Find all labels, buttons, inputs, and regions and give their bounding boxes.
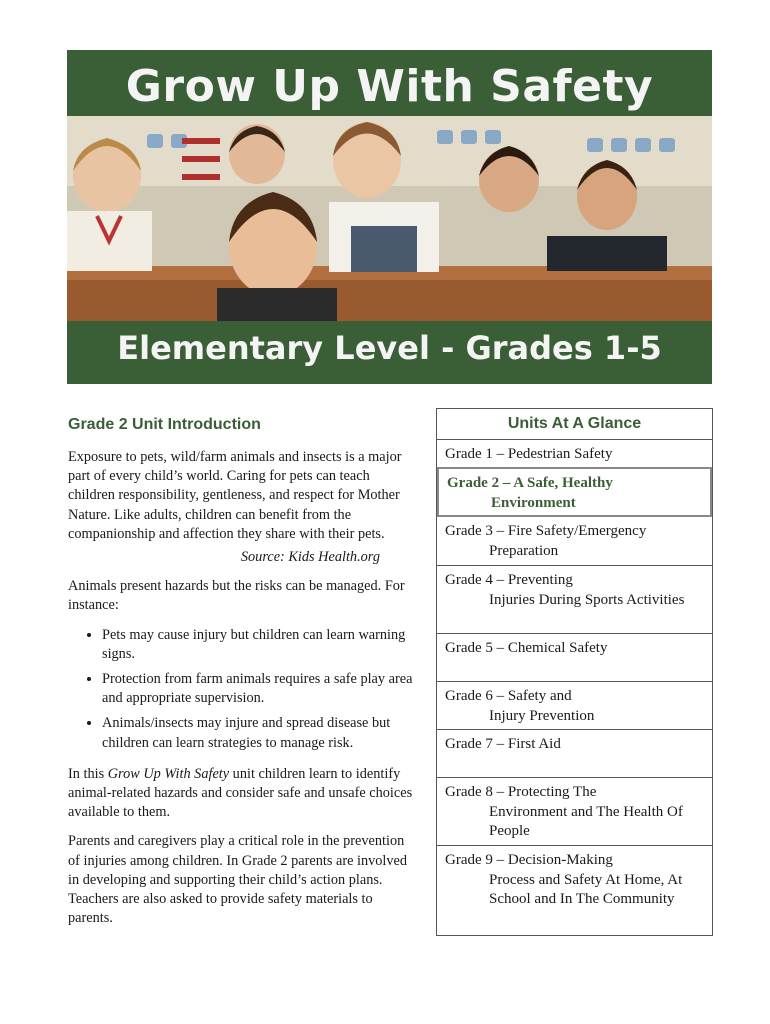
unit-introduction [68, 412, 413, 938]
hazard-list [68, 626, 413, 753]
unit-title: Grade 9 – Decision-Making [445, 852, 613, 868]
unit-title-cont: Injury Prevention [489, 707, 595, 724]
classroom-photo [67, 116, 712, 321]
unit-title: Grade 6 – Safety and [445, 688, 572, 704]
units-at-a-glance [436, 408, 713, 936]
unit-grade-9 [437, 846, 712, 935]
banner-title: Grow Up With Safety [125, 61, 654, 112]
unit-title: Grade 8 – Protecting The [445, 784, 597, 800]
unit-title-cont: Preparation [489, 542, 559, 559]
unit-title: Grade 4 – Preventing [445, 572, 573, 588]
unit-title: Grade 3 – Fire Safety/Emergency [445, 523, 647, 539]
glance-heading: Units At A Glance [437, 409, 712, 440]
unit-grade-2-current [437, 467, 712, 517]
unit-name: Grow Up With Safety [107, 765, 230, 782]
intro-paragraph-2: Animals present hazards but the risks can be managed. For instance: [68, 578, 405, 614]
intro-paragraph-1: Exposure to pets, wild/farm animals and insects is a major part of every child’s world. Caring for pets can teach children responsibility, gentleness, and respect for Mother Nature. Like adults, children can benefit from the companionship and affection they share with their pets. [68, 449, 402, 542]
source-citation: Source: Kids Health.org [240, 549, 380, 566]
unit-grade-3 [437, 517, 712, 566]
para3-end: unit children learn to identify animal-related hazards and consider safe and unsafe choices available to them. [68, 765, 413, 821]
banner-subtitle: Elementary Level - Grades 1-5 [117, 329, 662, 367]
list-item: • Animals/insects may injure and spread disease but children can learn strategies to manage risk. [102, 714, 413, 752]
unit-title-cont: Environment [491, 494, 576, 511]
unit-title: Grade 2 – A Safe, Healthy [447, 475, 613, 491]
unit-grade-5 [437, 634, 712, 682]
unit-title: Grade 1 – Pedestrian Safety [445, 446, 613, 462]
unit-grade-6 [437, 682, 712, 730]
unit-title: Grade 7 – First Aid [445, 736, 561, 752]
unit-title-cont: Environment and The Health Of People [489, 803, 683, 839]
unit-grade-7 [437, 730, 712, 778]
list-item: • Pets may cause injury but children can learn warning signs. [102, 626, 413, 664]
unit-grade-1 [437, 440, 712, 468]
intro-heading: Grade 2 Unit Introduction [68, 416, 261, 433]
intro-paragraph-3 [68, 765, 413, 823]
unit-grade-8 [437, 778, 712, 846]
unit-title: Grade 5 – Chemical Safety [445, 640, 608, 656]
intro-paragraph-4: Parents and caregivers play a critical role in the prevention of injuries among children. In Grade 2 parents are involved in developing and supporting their child’s action plans. Teachers are also asked to provide safety materials to parents. [68, 833, 408, 927]
para3-start: In this [68, 765, 108, 782]
unit-title-cont: Injuries During Sports Activities [489, 591, 685, 608]
list-item: • Protection from farm animals requires a safe play area and appropriate supervision. [102, 670, 413, 708]
cover-banner [67, 50, 712, 384]
unit-title-cont: Process and Safety At Home, At School and In The Community [489, 871, 683, 907]
unit-grade-4 [437, 566, 712, 634]
